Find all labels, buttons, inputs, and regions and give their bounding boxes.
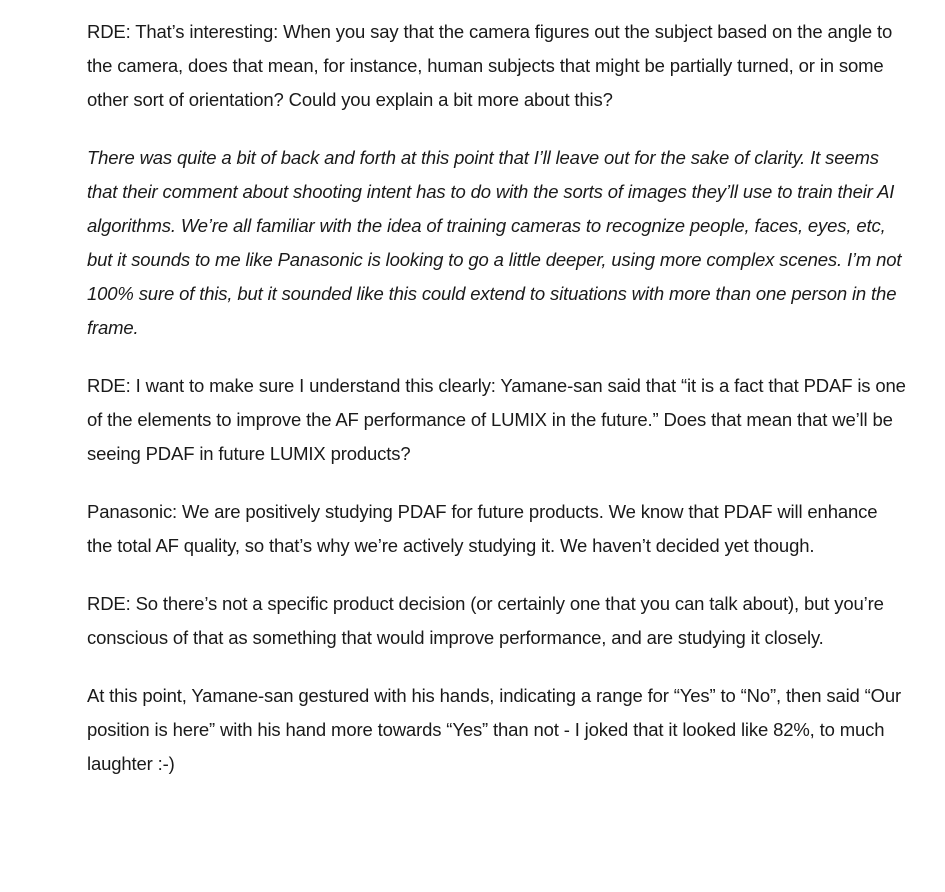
paragraph-yamane-gesture: At this point, Yamane-san gestured with his hands, indicating a range for “Yes” to “No”, then said “Our position is here” with his hand more towards “Yes” than not - I joked that it looked like 82%, to much laughter :-) (87, 685, 902, 774)
paragraph-rde-question-subject-angle: RDE: That’s interesting: When you say that the camera figures out the subject based on the angle to the camera, does that mean, for instance, human subjects that might be partially turned, or in some other sort of orientation? Could you explain a bit more about this? (87, 21, 893, 110)
paragraph-author-commentary: There was quite a bit of back and forth at this point that I’ll leave out for the sake of clarity. It seems that their comment about shooting intent has to do with the sorts of images they’ll use to train their AI algorithms. We’re all familiar with the idea of training cameras to recognize people, faces, eyes, etc, but it sounds to me like Panasonic is looking to go a little deeper, using more complex scenes. I’m not 100% sure of this, but it sounded like this could extend to situations with more than one person in the frame. (87, 147, 902, 338)
paragraph-rde-question-pdaf: RDE: I want to make sure I understand this clearly: Yamane-san said that “it is a fact that PDAF is one of the elements to improve the AF performance of LUMIX in the future.” Does that mean that we’ll be seeing PDAF in future LUMIX products? (87, 375, 906, 464)
article-body (87, 15, 907, 805)
paragraph-panasonic-answer-pdaf: Panasonic: We are positively studying PDAF for future products. We know that PDAF will enhance the total AF quality, so that’s why we’re actively studying it. We haven’t decided yet though. (87, 501, 878, 556)
paragraph-rde-followup: RDE: So there’s not a specific product decision (or certainly one that you can talk about), but you’re conscious of that as something that would improve performance, and are studying it closely. (87, 593, 884, 648)
